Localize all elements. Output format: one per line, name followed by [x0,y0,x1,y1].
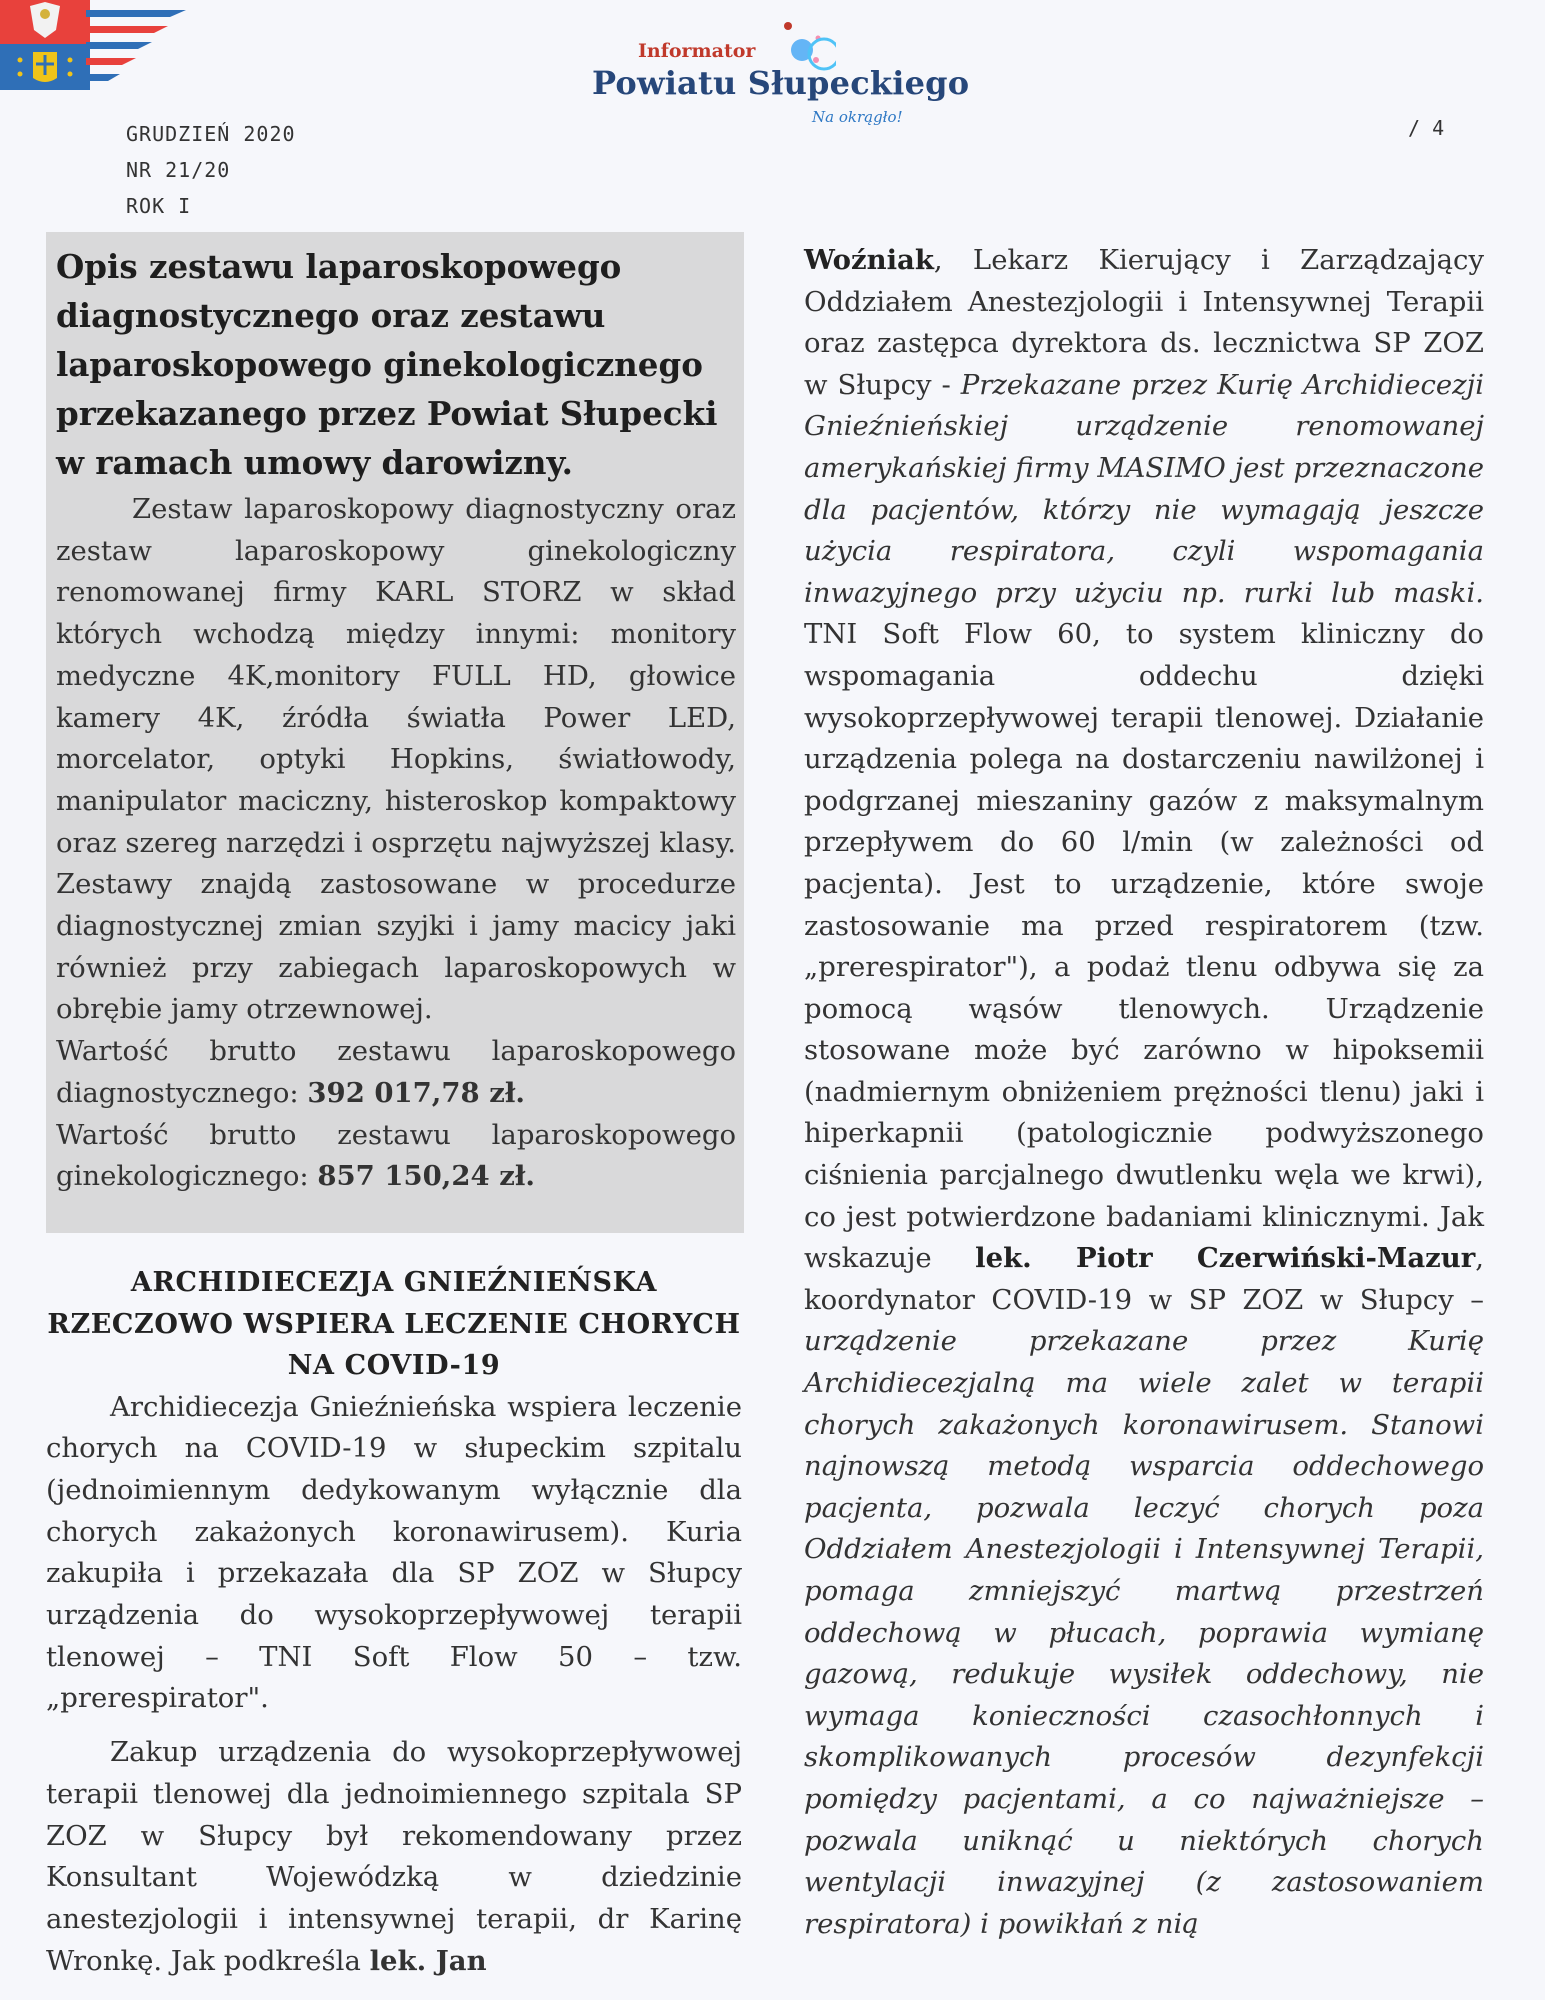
value-1-label: Wartość brutto zestawu laparoskopowego diagnostycznego: [56,1035,736,1109]
person-name: Woźniak [804,244,934,276]
article-title: ARCHIDIECEZJA GNIEŹNIEŃSKA RZECZOWO WSPIERA LECZENIE CHORYCH NA COVID-19 [47,1267,741,1381]
issue-date: GRUDZIEŃ 2020 [126,122,296,146]
box-title: Opis zestawu laparoskopowego diagnostycznego oraz zestawu laparoskopowego ginekologicznego przekazanego przez Powiat Słupecki w ramach umowy darowizny. [56,247,718,482]
box-body: Zestaw laparoskopowy diagnostyczny oraz zestaw laparoskopowy ginekologiczny renomowanej firmy KARL STORZ w skład których wchodzą między innymi: monitory medyczne 4K,monitory FULL HD, głowice kamery 4K, źródła światła Power LED, morcelator, optyki Hopkins, światłowody, manipulator maciczny, histeroskop kompaktowy oraz szereg narzędzi i osprzętu najwyższej klasy. Zestawy znajdą zastosowane w procedurze diagnostycznej zmian szyjki i jamy macicy jaki również przy zabiegach laparoskopowych w obrębie jamy otrzewnowej. [56,493,736,1026]
article-left-column [46,1262,742,1982]
value-2-amount: 857 150,24 zł. [317,1160,535,1193]
value-2-label: Wartość brutto zestawu laparoskopowego ginekologicznego: [56,1118,736,1193]
stripes-decoration-icon [86,10,196,90]
right-column-text [804,240,1484,1945]
equipment-box [46,232,744,1233]
paragraph-2-text: Zakup urządzenia do wysokoprzepływowej terapii tlenowej dla jednoimiennego szpitala SP ZOZ w Słupcy był rekomendowany przez Konsultant Wojewódzką w dziedzinie anestezjologii i intensywnej terapii, dr Karinę Wronkę. Jak podkreśla [46,1736,742,1977]
publication-logo [580,18,1000,128]
value-1-amount: 392 017,78 zł. [307,1076,525,1109]
coat-of-arms-icon [0,0,90,90]
box-value-2 [56,1115,736,1198]
right-text-2: TNI Soft Flow 60, to system kliniczny do wspomagania oddechu dzięki wysokoprzepływowej terapii tlenowej. Działanie urządzenia polega na dostarczeniu nawilżonej i podgrzanej mieszaniny gazów z maksymalnym przepływem do 60 l/min (w zależności od pacjenta). Jest to urządzenie, które swoje zastosowanie ma przed respiratorem (tzw. „prerespirator"), a podaż tlenu odbywa się za pomocą wąsów tlenowych. Urządzenie stosowane może być zarówno w hipoksemii (nadmiernym obniżeniem prężności tlenu) jaki i hiperkapnii (patologicznie podwyższonego ciśnienia parcjalnego dwutlenku węla we krwi), co jest potwierdzone badaniami klinicznymi. Jak wskazuje [804,618,1484,1275]
right-quote-2: urządzenie przekazane przez Kurię Archidiecezjalną ma wiele zalet w terapii chorych zakażonych koronawirusem. Stanowi najnowszą metodą wsparcia oddechowego pacjenta, pozwala leczyć chorych poza Oddziałem Anestezjologii i Intensywnej Terapii, pomaga zmniejszyć martwą przestrzeń oddechową w płucach, poprawia wymianę gazową, redukuje wysiłek oddechowy, nie wymaga konieczności czasochłonnych i skomplikowanych procesów dezynfekcji pomiędzy pacjentami, a co najważniejsze – pozwala uniknąć u niektórych chorych wentylacji inwazyjnej (z zastosowaniem respiratora) i powikłań z nią [804,1325,1484,1940]
article-paragraph-1: Archidiecezja Gnieźnieńska wspiera leczenie chorych na COVID-19 w słupeckim szpitalu (jednoimiennym dedykowanym wyłącznie dla chorych zakażonych koronawirusem). Kuria zakupiła i przekazała dla SP ZOZ w Słupcy urządzenia do wysokoprzepływowej terapii tlenowej – TNI Soft Flow 50 – tzw. „prerespirator". [46,1390,742,1715]
person-name-2: lek. Piotr Czerwiński-Mazur [975,1242,1476,1275]
logo-informator: Informator [638,40,756,62]
page-number: / 4 [1408,116,1445,140]
issue-year: ROK I [126,194,192,218]
paragraph-2-bold: lek. Jan [369,1944,487,1977]
article-paragraph-2 [46,1732,742,1982]
right-text-1: , Lekarz Kierujący i Zarządzający Oddziałem Anestezjologii i Intensywnej Terapii oraz zastępca dyrektora ds. lecznictwa SP ZOZ w Słupcy - [804,244,1484,401]
logo-title: Powiatu Słupeckiego [592,64,970,102]
box-value-1 [56,1031,736,1114]
article-right-column [804,240,1484,1945]
issue-meta [126,116,296,224]
logo-tagline: Na okrągło! [812,108,903,126]
right-text-3: , koordynator COVID-19 w SP ZOZ w Słupcy – [804,1242,1484,1316]
right-quote-1: Przekazane przez Kurię Archidiecezji Gnieźnieńskiej urządzenie renomowanej amerykańskiej firmy MASIMO jest przeznaczone dla pacjentów, którzy nie wymagają jeszcze użycia respiratora, czyli wspomagania inwazyjnego przy użyciu np. rurki lub maski. [804,368,1484,609]
issue-number: NR 21/20 [126,158,231,182]
